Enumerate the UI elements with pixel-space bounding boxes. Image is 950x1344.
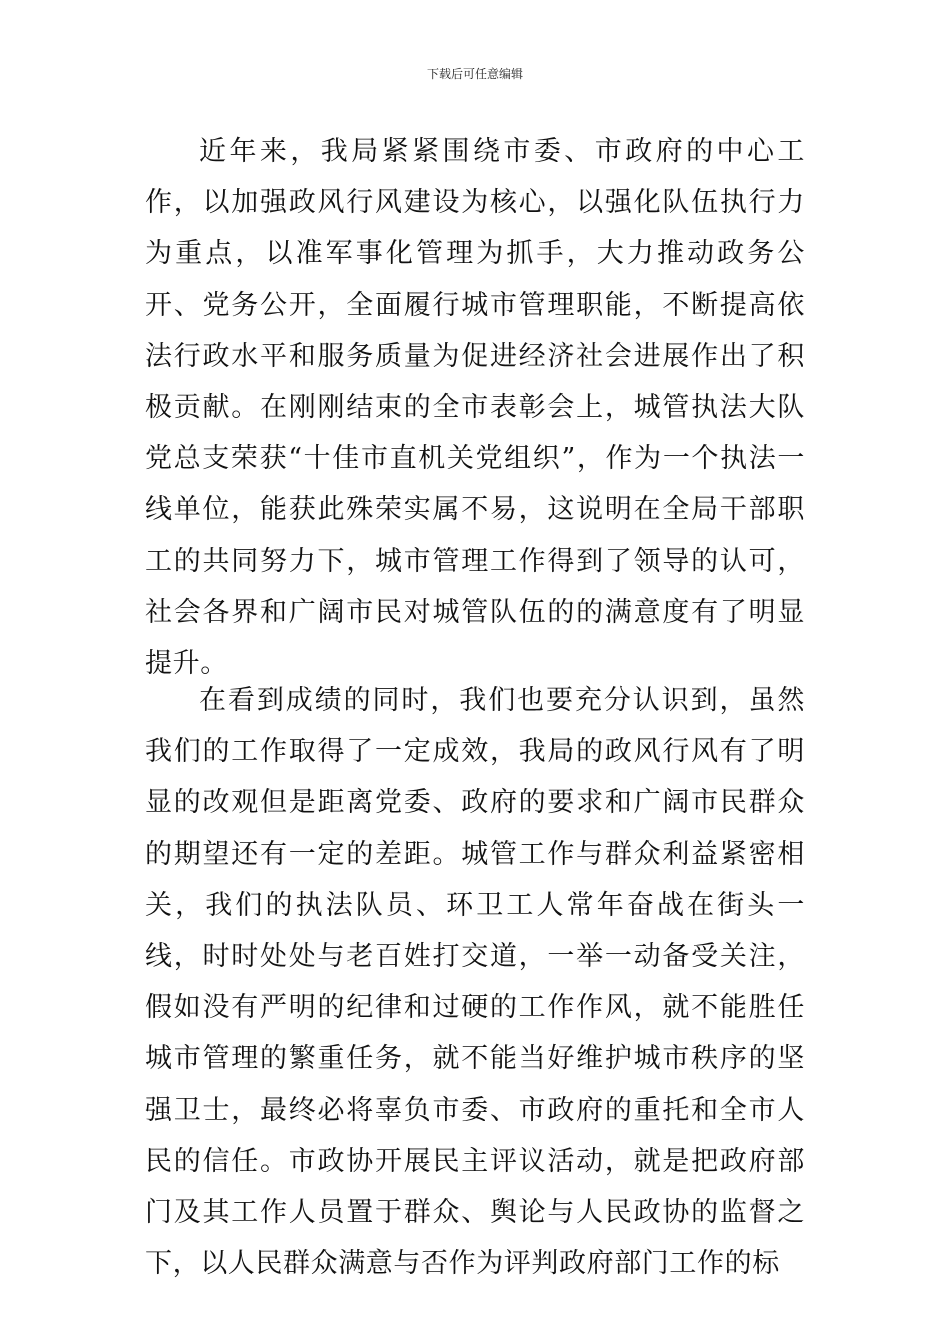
document-paragraph-2-block bbox=[145, 675, 805, 1289]
page-header-note: 下载后可任意编辑 bbox=[426, 67, 523, 81]
document-paragraph: 在看到成绩的同时，我们也要充分认识到，虽然我们的工作取得了一定成效，我局的政风行风有了明显的改观但是距离党委、政府的要求和广阔市民群众的期望还有一定的差距。城管工作与群众利益紧密相关，我们的执法队员、环卫工人常年奋战在街头一线，时时处处与老百姓打交道，一举一动备受关注，假如没有严明的纪律和过硬的工作作风，就不能胜任城市管理的繁重任务，就不能当好维护城市秩序的坚强卫士，最终必将辜负市委、市政府的重托和全市人民的信任。市政协开展民主评议活动，就是把政府部门及其工作人员置于群众、舆论与人民政协的监督之下，以人民群众满意与否作为评判政府部门工作的标 bbox=[145, 685, 805, 1280]
document-paragraph-1-block bbox=[145, 126, 805, 689]
document-paragraph: 近年来，我局紧紧围绕市委、市政府的中心工作，以加强政风行风建设为核心，以强化队伍执行力为重点，以准军事化管理为抓手，大力推动政务公开、党务公开，全面履行城市管理职能，不断提高依法行政水平和服务质量为促进经济社会进展作出了积极贡献。在刚刚结束的全市表彰会上，城管执法大队党总支荣获“十佳市直机关党组织”，作为一个执法一线单位，能获此殊荣实属不易，这说明在全局干部职工的共同努力下，城市管理工作得到了领导的认可，社会各界和广阔市民对城管队伍的的满意度有了明显提升。 bbox=[145, 136, 805, 680]
